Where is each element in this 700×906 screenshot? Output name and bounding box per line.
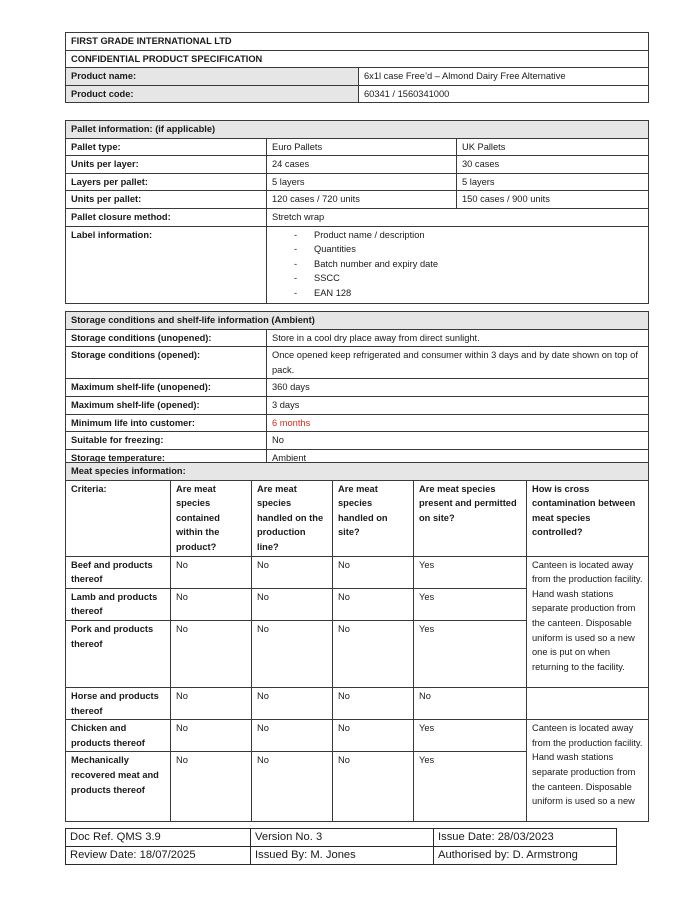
doc-ref: Doc Ref. QMS 3.9: [66, 829, 251, 847]
review-date: Review Date: 18/07/2025: [66, 847, 251, 865]
shelf-life-opened-value: 3 days: [267, 396, 649, 414]
meat-header-on-site: Are meat species handled on site?: [333, 480, 414, 556]
meat-header-control: How is cross contamination between meat species controlled?: [527, 480, 649, 556]
meat-header-production-line: Are meat species handled on the production line?: [252, 480, 333, 556]
meat-row-label: Chicken and products thereof: [66, 720, 171, 752]
meat-species-table: [65, 462, 649, 822]
meat-cell: Yes: [414, 752, 527, 822]
meat-cell: No: [171, 720, 252, 752]
meat-header-contained: Are meat species contained within the product?: [171, 480, 252, 556]
label-item: - EAN 128: [272, 286, 643, 301]
meat-cell: No: [171, 620, 252, 687]
meat-cell: No: [414, 687, 527, 719]
pallet-section-title: Pallet information: (if applicable): [66, 121, 649, 139]
meat-header-permitted: Are meat species present and permitted on site?: [414, 480, 527, 556]
storage-unopened-value: Store in a cool dry place away from direct sunlight.: [267, 329, 649, 347]
cross-contamination-control: Canteen is located away from the production facility. Hand wash stations separate production from the canteen. Disposable uniform is used so a new: [527, 720, 649, 822]
product-code-label: Product code:: [66, 85, 359, 103]
min-life-customer-label: Minimum life into customer:: [66, 414, 267, 432]
meat-cell: No: [333, 752, 414, 822]
layers-per-pallet-uk: 5 layers: [457, 173, 649, 191]
label-information-list: [267, 226, 649, 303]
meat-cell: No: [333, 556, 414, 588]
suitable-freezing-value: No: [267, 432, 649, 450]
meat-cell: No: [252, 720, 333, 752]
meat-cell: No: [333, 720, 414, 752]
pallet-type-label: Pallet type:: [66, 138, 267, 156]
meat-cell: No: [252, 588, 333, 620]
shelf-life-opened-label: Maximum shelf-life (opened):: [66, 396, 267, 414]
meat-cell: Yes: [414, 556, 527, 588]
document-type: CONFIDENTIAL PRODUCT SPECIFICATION: [66, 50, 649, 68]
shelf-life-unopened-label: Maximum shelf-life (unopened):: [66, 379, 267, 397]
label-item: - Batch number and expiry date: [272, 257, 643, 272]
pallet-table: [65, 120, 649, 304]
meat-cell: No: [252, 556, 333, 588]
issue-date: Issue Date: 28/03/2023: [434, 829, 617, 847]
min-life-customer-value: 6 months: [267, 414, 649, 432]
meat-cell: No: [171, 687, 252, 719]
pallet-type-euro: Euro Pallets: [267, 138, 457, 156]
product-name-value: 6x1l case Free’d – Almond Dairy Free Alternative: [359, 68, 649, 86]
version-number: Version No. 3: [251, 829, 434, 847]
meat-cell: Yes: [414, 620, 527, 687]
meat-cell: No: [252, 620, 333, 687]
meat-cell: No: [252, 687, 333, 719]
storage-opened-value: Once opened keep refrigerated and consumer within 3 days and by date shown on top of pack.: [267, 347, 649, 379]
pallet-type-uk: UK Pallets: [457, 138, 649, 156]
meat-header-criteria: Criteria:: [66, 480, 171, 556]
units-per-layer-euro: 24 cases: [267, 156, 457, 174]
header-table: [65, 32, 649, 103]
meat-row-label: Beef and products thereof: [66, 556, 171, 588]
pallet-closure-label: Pallet closure method:: [66, 208, 267, 226]
meat-cell: No: [333, 588, 414, 620]
label-information-label: Label information:: [66, 226, 267, 303]
shelf-life-unopened-value: 360 days: [267, 379, 649, 397]
pallet-closure-value: Stretch wrap: [267, 208, 649, 226]
meat-row-label: Mechanically recovered meat and products thereof: [66, 752, 171, 822]
issued-by: Issued By: M. Jones: [251, 847, 434, 865]
meat-row-label: Pork and products thereof: [66, 620, 171, 687]
units-per-pallet-label: Units per pallet:: [66, 191, 267, 209]
meat-cell: No: [333, 687, 414, 719]
layers-per-pallet-euro: 5 layers: [267, 173, 457, 191]
company-name: FIRST GRADE INTERNATIONAL LTD: [66, 33, 649, 51]
authorised-by: Authorised by: D. Armstrong: [434, 847, 617, 865]
storage-unopened-label: Storage conditions (unopened):: [66, 329, 267, 347]
cross-contamination-control: Canteen is located away from the production facility. Hand wash stations separate production from the canteen. Disposable uniform is used so a new one is put on when returning to the facility.: [527, 556, 649, 687]
label-item: - SSCC: [272, 271, 643, 286]
meat-cell: No: [333, 620, 414, 687]
layers-per-pallet-label: Layers per pallet:: [66, 173, 267, 191]
product-name-label: Product name:: [66, 68, 359, 86]
product-code-value: 60341 / 1560341000: [359, 85, 649, 103]
storage-table: [65, 311, 649, 467]
meat-cell: Yes: [414, 588, 527, 620]
meat-row-label: Horse and products thereof: [66, 687, 171, 719]
document-footer: [65, 828, 617, 865]
meat-cell: No: [171, 556, 252, 588]
units-per-pallet-uk: 150 cases / 900 units: [457, 191, 649, 209]
label-item: - Quantities: [272, 242, 643, 257]
meat-cell: Yes: [414, 720, 527, 752]
storage-opened-label: Storage conditions (opened):: [66, 347, 267, 379]
units-per-layer-uk: 30 cases: [457, 156, 649, 174]
storage-temperature-label: Storage temperature:: [66, 449, 267, 467]
meat-cell: No: [171, 752, 252, 822]
units-per-layer-label: Units per layer:: [66, 156, 267, 174]
units-per-pallet-euro: 120 cases / 720 units: [267, 191, 457, 209]
suitable-freezing-label: Suitable for freezing:: [66, 432, 267, 450]
meat-cell-empty: [527, 687, 649, 719]
label-item: - Product name / description: [272, 228, 643, 243]
meat-row-label: Lamb and products thereof: [66, 588, 171, 620]
storage-section-title: Storage conditions and shelf-life information (Ambient): [66, 312, 649, 330]
meat-cell: No: [252, 752, 333, 822]
meat-cell: No: [171, 588, 252, 620]
storage-temperature-value: Ambient: [267, 449, 649, 467]
meat-section-title: Meat species information:: [66, 463, 649, 481]
